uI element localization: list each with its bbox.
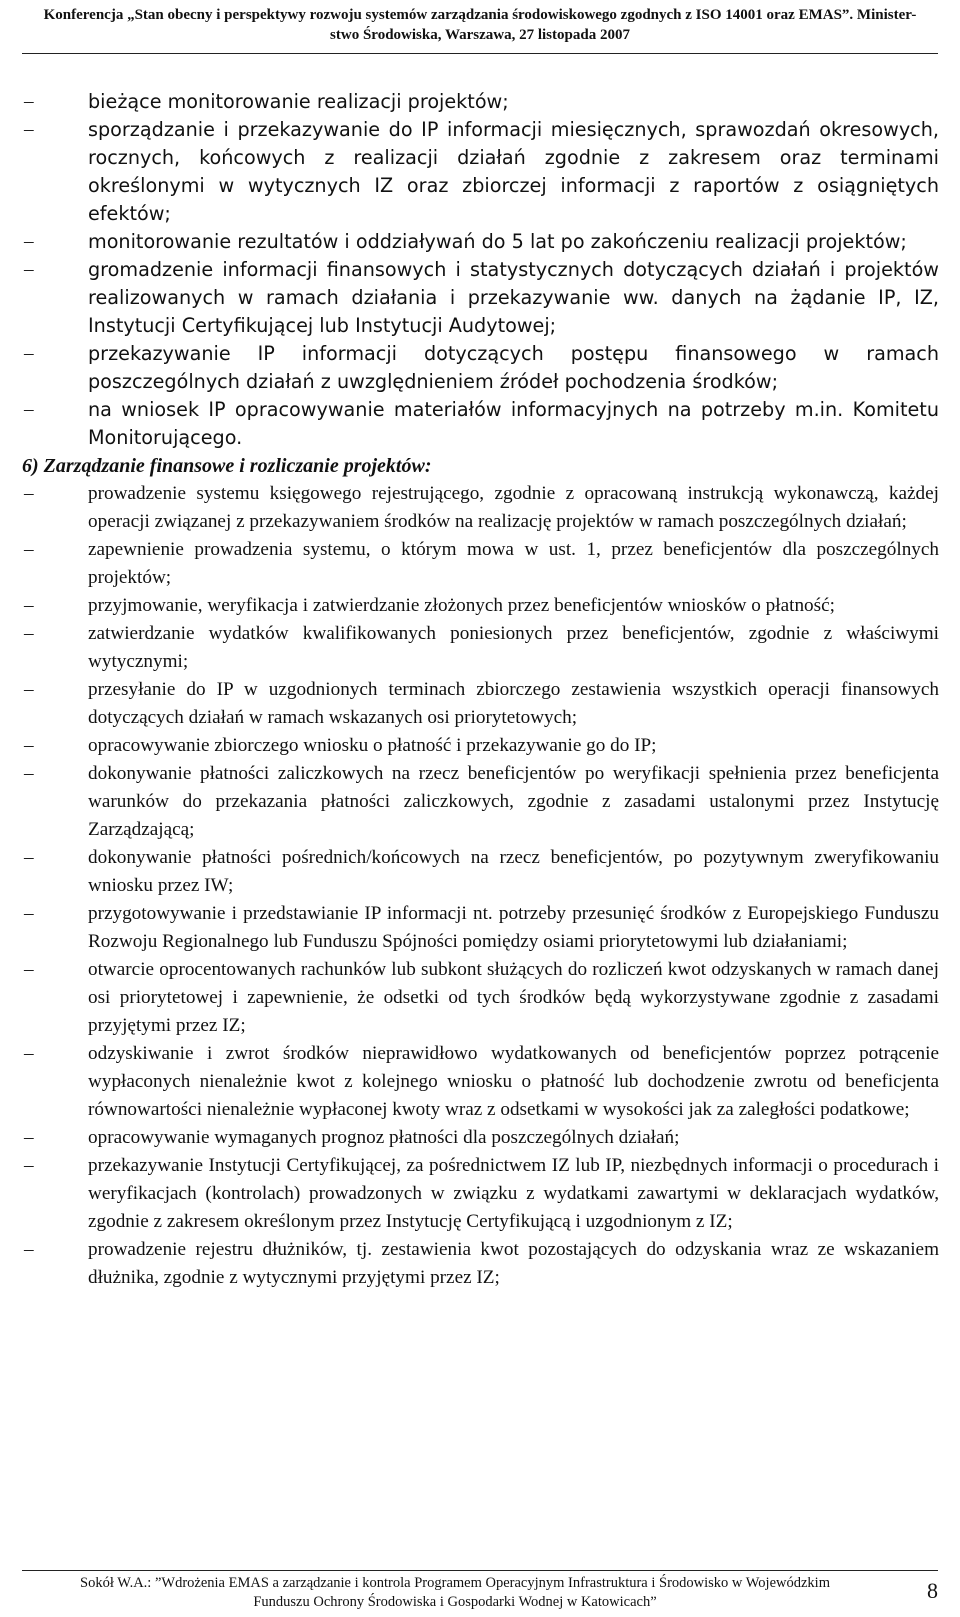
list-item-text: przyjmowanie, weryfikacja i zatwierdzanie złożonych przez beneficjentów wniosków o płatność; [88, 595, 835, 616]
dash-bullet: – [24, 119, 34, 140]
list-item-text: dokonywanie płatności pośrednich/końcowych na rzecz beneficjentów, po pozytywnym zweryfikowaniu wniosku przez IW; [88, 847, 939, 896]
list-item [22, 256, 939, 340]
dash-bullet: – [24, 903, 34, 924]
list-item-text: odzyskiwanie i zwrot środków nieprawidłowo wydatkowanych od beneficjentów poprzez potrącenie wypłaconych nienależnie kwot z kolejnego wniosku o płatność lub dochodzenie zwrotu od beneficjenta równowartości nienależnie wypłaconej kwoty wraz z odsetkami w wysokości jak za zaległości podatkowe; [88, 1043, 939, 1120]
dash-bullet: – [24, 399, 34, 420]
list-item-text: bieżące monitorowanie realizacji projektów; [88, 90, 509, 113]
header-line-1: Konferencja „Stan obecny i perspektywy rozwoju systemów zarządzania środowiskowego zgodnych z ISO 14001 oraz EMAS”. Minister- [43, 7, 917, 23]
dash-bullet: – [24, 735, 34, 756]
page-number: 8 [927, 1578, 938, 1603]
list-item-text: przekazywanie IP informacji dotyczących postępu finansowego w ramach poszczególnych działań z uwzględnieniem źródeł pochodzenia środków; [88, 342, 939, 393]
list-item-text: na wniosek IP opracowywanie materiałów informacyjnych na potrzeby m.in. Komitetu Monitorującego. [88, 398, 939, 449]
list-item [22, 536, 939, 592]
header-line-2: stwo Środowiska, Warszawa, 27 listopada 2007 [330, 27, 630, 43]
list-item [22, 676, 939, 732]
list-item [22, 592, 939, 620]
dash-bullet: – [24, 343, 34, 364]
list-item-text: sporządzanie i przekazywanie do IP informacji miesięcznych, sprawozdań okresowych, rocznych, końcowych z realizacji działań zgodnie z zakresem oraz terminami określonymi w wytycznych IZ oraz zbiorczej informacji z raportów z osiągniętych efektów; [88, 118, 939, 225]
list-item-text: przekazywanie Instytucji Certyfikującej, za pośrednictwem IZ lub IP, niezbędnych informacji o procedurach i weryfikacjach (kontrolach) prowadzonych w związku z wydatkami zawartymi w deklaracjach wydatków, zgodnie z zakresem określonym przez Instytucję Certyfikującą i uzgodnionym z IZ; [88, 1155, 939, 1232]
list-item-text: otwarcie oprocentowanych rachunków lub subkont służących do rozliczeń kwot odzyskanych w ramach danej osi priorytetowej i zapewnienie, że odsetki od tych środków będą wykorzystywane zgodnie z zasadami przyjętymi przez IZ; [88, 959, 939, 1036]
dash-bullet: – [24, 679, 34, 700]
dash-bullet: – [24, 623, 34, 644]
list-item-text: opracowywanie wymaganych prognoz płatności dla poszczególnych działań; [88, 1127, 680, 1148]
list-item [22, 1236, 939, 1292]
dash-bullet: – [24, 91, 34, 112]
page-header [22, 5, 938, 45]
footer-line-2: Funduszu Ochrony Środowiska i Gospodarki Wodnej w Katowicach” [253, 1594, 657, 1610]
list-item-text: prowadzenie systemu księgowego rejestrującego, zgodnie z opracowaną instrukcją wykonawczą, każdej operacji związanej z przekazywaniem środków na realizację projektów w ramach poszczególnych działań; [88, 483, 939, 532]
footer-rule [22, 1570, 938, 1571]
finance-task-list [22, 480, 939, 1292]
dash-bullet: – [24, 1239, 34, 1260]
list-item-text: zapewnienie prowadzenia systemu, o którym mowa w ust. 1, przez beneficjentów dla poszczególnych projektów; [88, 539, 939, 588]
list-item [22, 396, 939, 452]
list-item [22, 732, 939, 760]
list-item [22, 228, 939, 256]
list-item [22, 900, 939, 956]
section-heading: 6) Zarządzanie finansowe i rozliczanie projektów: [22, 455, 432, 477]
list-item [22, 620, 939, 676]
list-item-text: przygotowywanie i przedstawianie IP informacji nt. potrzeby przesunięć środków z Europejskiego Funduszu Rozwoju Regionalnego lub Funduszu Spójności pomiędzy osiami priorytetowymi lub działaniami; [88, 903, 939, 952]
dash-bullet: – [24, 1155, 34, 1176]
dash-bullet: – [24, 595, 34, 616]
header-rule [22, 53, 938, 54]
page-footer [22, 1570, 938, 1614]
list-item-text: gromadzenie informacji finansowych i statystycznych dotyczących działań i projektów realizowanych w ramach działania i przekazywanie ww. danych na żądanie IP, IZ, Instytucji Certyfikującej lub Instytucji Audytowej; [88, 258, 939, 337]
footer-line-1: Sokół W.A.: ”Wdrożenia EMAS a zarządzanie i kontrola Programem Operacyjnym Infrastruktura i Środowisko w Wojewódzkim [80, 1575, 830, 1591]
list-item [22, 480, 939, 536]
list-item [22, 88, 939, 116]
list-item [22, 956, 939, 1040]
monitoring-task-list [22, 88, 939, 452]
dash-bullet: – [24, 483, 34, 504]
list-item [22, 340, 939, 396]
dash-bullet: – [24, 1127, 34, 1148]
list-item-text: dokonywanie płatności zaliczkowych na rzecz beneficjentów po weryfikacji spełnienia przez beneficjenta warunków do przekazania płatności zaliczkowych, zgodnie z zasadami ustalonymi przez Instytucję Zarządzającą; [88, 763, 939, 840]
dash-bullet: – [24, 259, 34, 280]
list-item-text: prowadzenie rejestru dłużników, tj. zestawienia kwot pozostających do odzyskania wraz ze wskazaniem dłużnika, zgodnie z wytycznymi przyjętymi przez IZ; [88, 1239, 939, 1288]
list-item [22, 844, 939, 900]
list-item-text: monitorowanie rezultatów i oddziaływań do 5 lat po zakończeniu realizacji projektów; [88, 230, 907, 253]
dash-bullet: – [24, 959, 34, 980]
document-body [22, 88, 939, 1292]
list-item [22, 116, 939, 228]
list-item [22, 1152, 939, 1236]
dash-bullet: – [24, 231, 34, 252]
list-item-text: opracowywanie zbiorczego wniosku o płatność i przekazywanie go do IP; [88, 735, 657, 756]
dash-bullet: – [24, 1043, 34, 1064]
dash-bullet: – [24, 539, 34, 560]
list-item-text: zatwierdzanie wydatków kwalifikowanych poniesionych przez beneficjentów, zgodnie z właściwymi wytycznymi; [88, 623, 939, 672]
footer-citation [22, 1574, 888, 1612]
dash-bullet: – [24, 763, 34, 784]
dash-bullet: – [24, 847, 34, 868]
list-item-text: przesyłanie do IP w uzgodnionych terminach zbiorczego zestawienia wszystkich operacji finansowych dotyczących działań w ramach wskazanych osi priorytetowych; [88, 679, 939, 728]
list-item [22, 1124, 939, 1152]
list-item [22, 760, 939, 844]
list-item [22, 1040, 939, 1124]
